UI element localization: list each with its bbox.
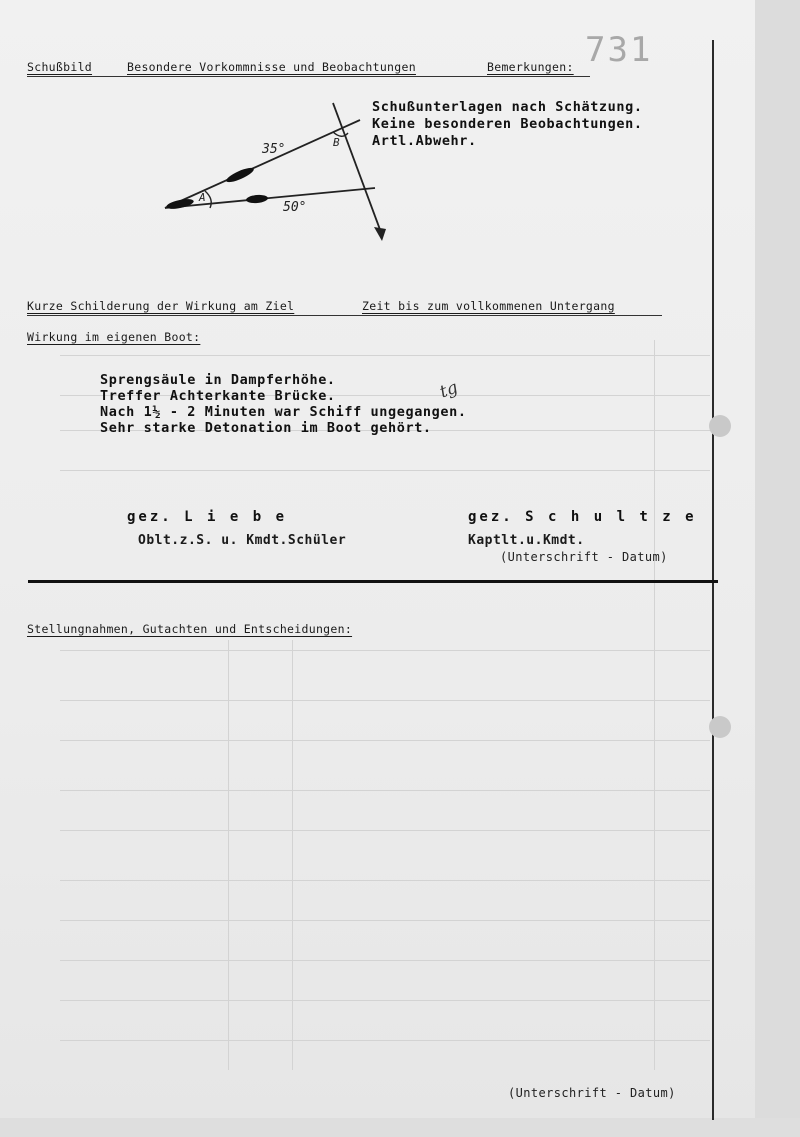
page-right-margin [755, 0, 800, 1137]
heading-opinions: Stellungnahmen, Gutachten und Entscheidungen: [27, 622, 353, 636]
header-underline [27, 76, 590, 77]
footer-signature-caption: (Unterschrift - Datum) [508, 1086, 676, 1100]
punch-hole-bottom [709, 716, 731, 738]
signature-right-rank: Kaptlt.u.Kmdt. [468, 533, 585, 548]
punch-hole-top [709, 415, 731, 437]
heading-time-sinking: Zeit bis zum vollkommenen Untergang [362, 299, 615, 313]
diagram-label-b: B [333, 136, 340, 149]
heading-remarks: Bemerkungen: [487, 60, 574, 74]
effect-line-4: Sehr starke Detonation im Boot gehört. [100, 420, 432, 436]
remarks-line-1: Schußunterlagen nach Schätzung. [372, 99, 643, 115]
heading-effect-own-boat: Wirkung im eigenen Boot: [27, 330, 201, 344]
effect-target-underline [27, 315, 662, 316]
diagram-angle-upper: 35° [262, 142, 286, 157]
page-bottom-edge [0, 1118, 800, 1137]
heading-incidents: Besondere Vorkommnisse und Beobachtungen [127, 60, 416, 74]
effect-line-3: Nach 1½ - 2 Minuten war Schiff ungegangen. [100, 404, 467, 420]
signature-right-name: gez. S c h u l t z e [468, 509, 697, 525]
diagram-angle-lower: 50° [283, 200, 307, 215]
handwritten-annotation: tg [437, 377, 461, 403]
heading-effect-target: Kurze Schilderung der Wirkung am Ziel [27, 299, 295, 313]
remarks-line-2: Keine besonderen Beobachtungen. [372, 116, 643, 132]
heading-shot-picture: Schußbild [27, 60, 93, 74]
signature-left-rank: Oblt.z.S. u. Kmdt.Schüler [138, 533, 347, 548]
shot-diagram [160, 95, 390, 255]
effect-line-1: Sprengsäule in Dampferhöhe. [100, 372, 336, 388]
signature-right-caption: (Unterschrift - Datum) [500, 550, 668, 564]
signature-left-name: gez. L i e b e [127, 509, 288, 525]
effect-line-2: Treffer Achterkante Brücke. [100, 388, 336, 404]
diagram-label-a: A [199, 191, 206, 204]
page-number: 731 [585, 30, 653, 70]
section-divider [28, 580, 718, 583]
remarks-line-3: Artl.Abwehr. [372, 133, 477, 149]
